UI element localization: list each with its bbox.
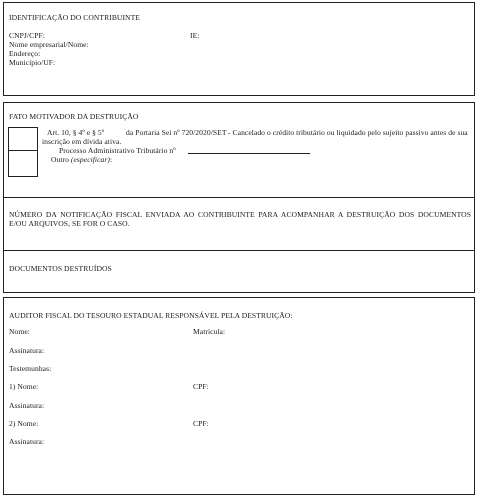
destroyed-documents-heading: DOCUMENTOS DESTRUÍDOS — [9, 264, 112, 273]
witness1-signature-label: Assinatura: — [9, 401, 45, 410]
outro-option — [51, 155, 112, 164]
option-portaria-article: Art. 10, § 4º e § 5º — [47, 128, 105, 137]
ie-label: IE: — [190, 31, 200, 40]
notification-text-line2: E/OU ARQUIVOS, SE FOR O CASO. — [9, 219, 130, 228]
contributor-heading: IDENTIFICAÇÃO DO CONTRIBUINTE — [9, 13, 140, 22]
address-label: Endereço: — [9, 49, 41, 58]
auditor-signature-label: Assinatura: — [9, 346, 45, 355]
auditor-section — [3, 297, 475, 495]
destroyed-documents-section — [3, 251, 475, 293]
outro-colon: : — [109, 155, 113, 164]
witness2-cpf-label: CPF: — [193, 419, 209, 428]
city-state-label: Município/UF: — [9, 58, 56, 67]
option-portaria-description: - Cancelado o crédito tributário ou liquidado pelo sujeito passivo antes de sua — [228, 128, 468, 137]
auditor-registration-label: Matrícula: — [193, 327, 226, 336]
witness2-signature-label: Assinatura: — [9, 437, 45, 446]
processo-number-field[interactable] — [188, 153, 310, 154]
option-portaria-description-cont: inscrição em dívida ativa. — [42, 137, 122, 146]
contributor-section — [3, 2, 475, 96]
checkbox-outro[interactable] — [8, 150, 38, 177]
company-name-label: Nome empresarial/Nome: — [9, 40, 89, 49]
destruction-reason-section — [3, 102, 475, 198]
reason-heading: FATO MOTIVADOR DA DESTRUIÇÃO — [9, 112, 139, 121]
witness2-name-label: 2) Nome: — [9, 419, 39, 428]
auditor-name-label: Nome: — [9, 327, 30, 336]
notification-text-line1: NÚMERO DA NOTIFICAÇÃO FISCAL ENVIADA AO CONTRIBUINTE PARA ACOMPANHAR A DESTRUIÇÃO DOS DOCUMENTOS — [9, 210, 471, 219]
outro-hint: (especificar) — [70, 155, 110, 164]
option-portaria-number: da Portaria Sei nº 720/2020/SET — [126, 128, 227, 137]
witness1-cpf-label: CPF: — [193, 382, 209, 391]
processo-label: Processo Administrativo Tributário nº — [59, 146, 176, 155]
witnesses-label: Testemunhas: — [9, 364, 52, 373]
outro-label: Outro — [51, 155, 69, 164]
notification-section — [3, 198, 475, 251]
witness1-name-label: 1) Nome: — [9, 382, 39, 391]
cnpj-cpf-label: CNPJ/CPF: — [9, 31, 45, 40]
checkbox-portaria[interactable] — [8, 127, 38, 151]
auditor-heading: AUDITOR FISCAL DO TESOURO ESTADUAL RESPONSÁVEL PELA DESTRUIÇÃO: — [9, 311, 293, 320]
